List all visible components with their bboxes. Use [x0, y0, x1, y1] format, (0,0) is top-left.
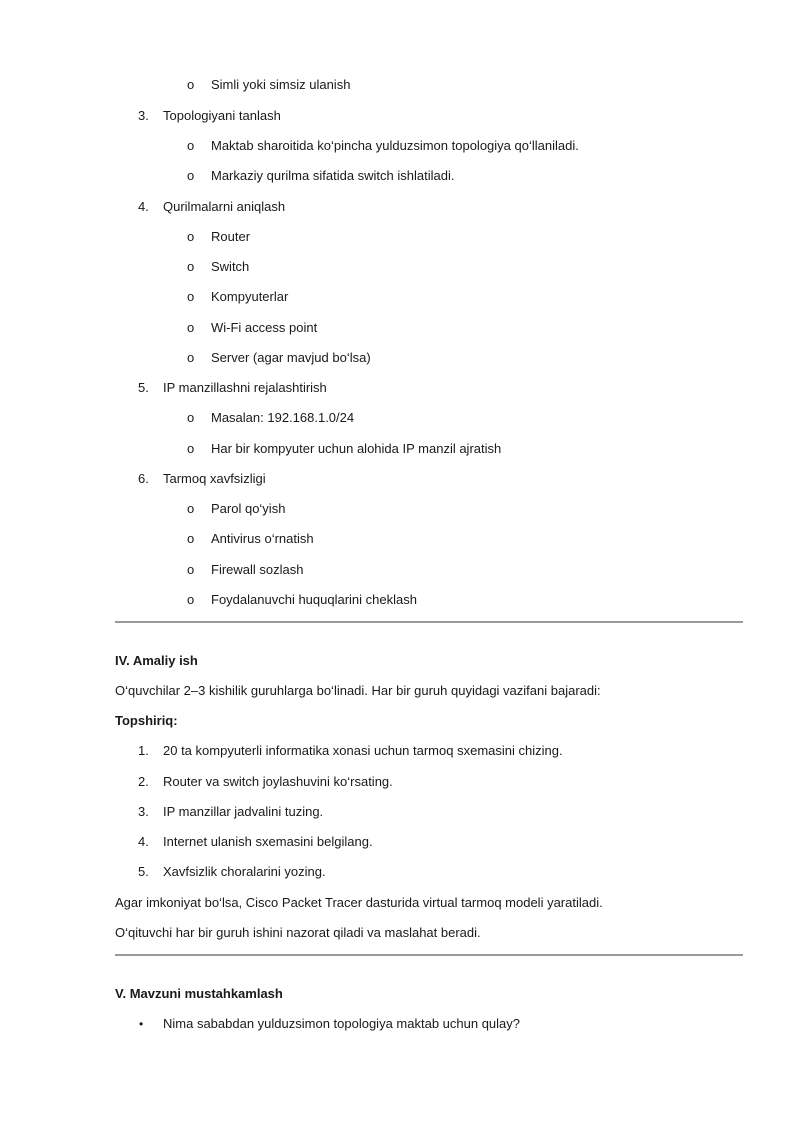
list-number: 3.: [138, 108, 149, 123]
section-heading: IV. Amaliy ish: [115, 653, 198, 668]
list-number: 1.: [138, 743, 149, 758]
sub-bullet: o: [187, 168, 195, 183]
sub-bullet: o: [187, 289, 195, 304]
sub-bullet: o: [187, 592, 195, 607]
list-item-text: Wi-Fi access point: [211, 320, 318, 335]
section-heading: V. Mavzuni mustahkamlash: [115, 986, 283, 1001]
sub-bullet: o: [187, 410, 195, 425]
list-number: 6.: [138, 471, 149, 486]
section-divider: [115, 621, 743, 623]
list-number: 5.: [138, 380, 149, 395]
sub-bullet: o: [187, 259, 195, 274]
list-item-text: IP manzillashni rejalashtirish: [163, 380, 327, 395]
list-item-text: Topologiyani tanlash: [163, 108, 281, 123]
sub-bullet: o: [187, 229, 195, 244]
sub-bullet: o: [187, 77, 195, 92]
sub-bullet: o: [187, 320, 195, 335]
list-item-text: Parol qo‘yish: [211, 501, 286, 516]
list-item-text: Internet ulanish sxemasini belgilang.: [163, 834, 373, 849]
paragraph: O‘qituvchi har bir guruh ishini nazorat qiladi va maslahat beradi.: [115, 925, 481, 940]
sub-bullet: o: [187, 138, 195, 153]
list-item-text: Foydalanuvchi huquqlarini cheklash: [211, 592, 417, 607]
list-number: 2.: [138, 774, 149, 789]
list-item-text: Masalan: 192.168.1.0/24: [211, 410, 355, 425]
list-number: 4.: [138, 199, 149, 214]
list-item-text: Kompyuterlar: [211, 289, 289, 304]
list-item-text: Markaziy qurilma sifatida switch ishlatiladi.: [211, 168, 455, 183]
section-divider: [115, 954, 743, 956]
list-item-text: Qurilmalarni aniqlash: [163, 199, 286, 214]
task-label: Topshiriq:: [115, 713, 178, 728]
list-item-text: Simli yoki simsiz ulanish: [211, 77, 351, 92]
sub-bullet: o: [187, 531, 195, 546]
paragraph: Agar imkoniyat bo‘lsa, Cisco Packet Tracer dasturida virtual tarmoq modeli yaratiladi.: [115, 895, 603, 910]
list-item-text: Nima sababdan yulduzsimon topologiya maktab uchun qulay?: [163, 1016, 520, 1031]
section-intro: O‘quvchilar 2–3 kishilik guruhlarga bo‘linadi. Har bir guruh quyidagi vazifani bajaradi:: [115, 683, 601, 698]
list-number: 5.: [138, 864, 149, 879]
list-item-text: Server (agar mavjud bo‘lsa): [211, 350, 371, 365]
list-number: 4.: [138, 834, 149, 849]
list-item-text: Har bir kompyuter uchun alohida IP manzil ajratish: [211, 441, 502, 456]
list-item-text: Firewall sozlash: [211, 562, 304, 577]
sub-bullet: o: [187, 562, 195, 577]
list-item-text: Maktab sharoitida ko‘pincha yulduzsimon topologiya qo‘llaniladi.: [211, 138, 579, 153]
list-item-text: 20 ta kompyuterli informatika xonasi uchun tarmoq sxemasini chizing.: [163, 743, 563, 758]
list-item-text: Switch: [211, 259, 250, 274]
list-item-text: IP manzillar jadvalini tuzing.: [163, 804, 324, 819]
sub-bullet: o: [187, 501, 195, 516]
bullet: •: [139, 1017, 144, 1031]
list-item-text: Router: [211, 229, 251, 244]
list-number: 3.: [138, 804, 149, 819]
list-item-text: Tarmoq xavfsizligi: [163, 471, 266, 486]
sub-bullet: o: [187, 350, 195, 365]
list-item-text: Xavfsizlik choralarini yozing.: [163, 864, 326, 879]
list-item-text: Router va switch joylashuvini ko‘rsating.: [163, 774, 393, 789]
sub-bullet: o: [187, 441, 195, 456]
list-item-text: Antivirus o‘rnatish: [211, 531, 314, 546]
